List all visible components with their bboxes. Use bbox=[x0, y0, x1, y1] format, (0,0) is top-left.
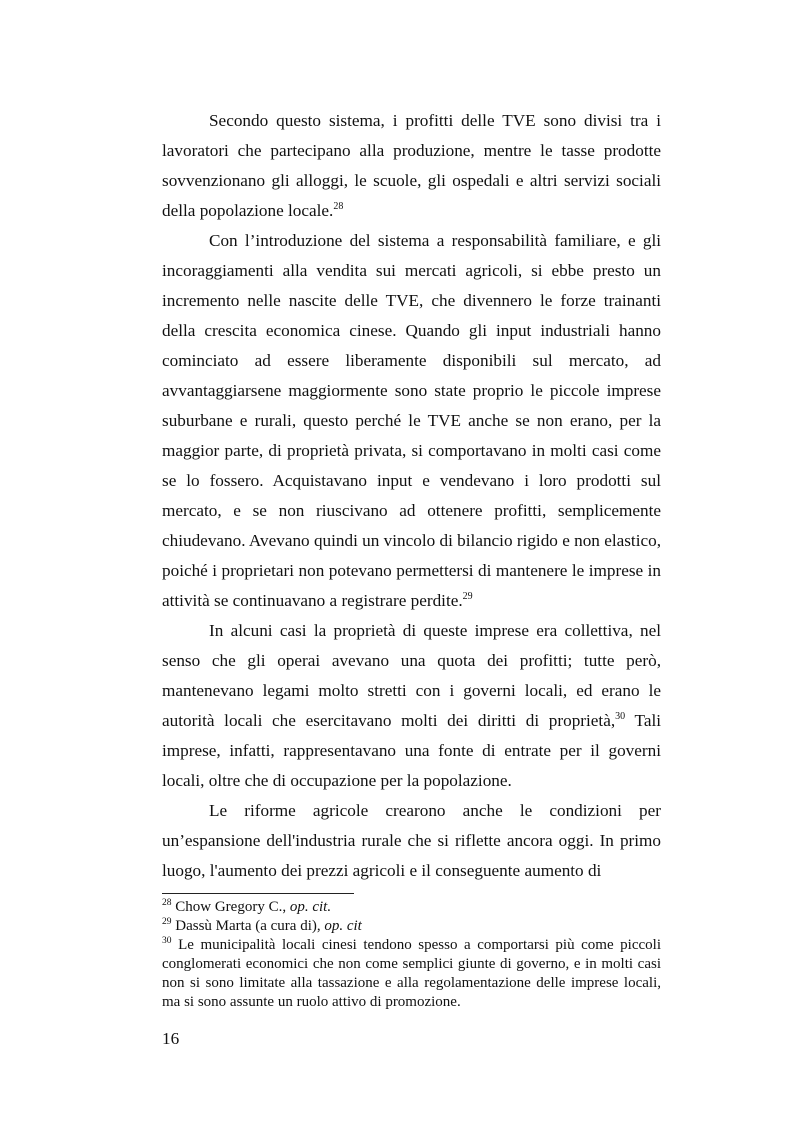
footnote bbox=[162, 917, 661, 936]
footnote-number: 28 bbox=[162, 898, 172, 908]
footnote-ref: 30 bbox=[615, 711, 626, 722]
footnote-text: Chow Gregory C., bbox=[175, 899, 290, 915]
paragraph-text: Le riforme agricole crearono anche le condizioni per un’espansione dell'industria rurale che si riflette ancora oggi. In primo luogo, l'aumento dei prezzi agricoli e il conseguente aumento di bbox=[162, 801, 661, 880]
paragraph-text: In alcuni casi la proprietà di queste imprese era collettiva, nel senso che gli operai avevano una quota dei profitti; tutte però, mantenevano legami molto stretti con i governi locali, ed erano le autorità locali che esercitavano molti dei diritti di proprietà, bbox=[162, 621, 661, 730]
page-number: 16 bbox=[162, 1029, 180, 1048]
footnote-number: 29 bbox=[162, 917, 172, 927]
paragraph bbox=[162, 616, 661, 796]
footnotes bbox=[162, 898, 661, 1012]
footnote-ref: 28 bbox=[333, 201, 344, 212]
paragraph-text: Secondo questo sistema, i profitti delle TVE sono divisi tra i lavoratori che partecipano alla produzione, mentre le tasse prodotte sovvenzionano gli alloggi, le scuole, gli ospedali e altri servizi sociali della popolazione locale. bbox=[162, 111, 661, 220]
footnote-text: Dassù Marta (a cura di), bbox=[175, 918, 325, 934]
footnote-italic: op. cit bbox=[324, 918, 362, 934]
paragraph bbox=[162, 226, 661, 616]
body-text bbox=[162, 106, 661, 886]
footnote bbox=[162, 936, 661, 1012]
footnote-text: Le municipalità locali cinesi tendono spesso a comportarsi più come piccoli conglomerati economici che non come semplici giunte di governo, e in molti casi non si sono limitate alla tassazione e alla regolamentazione delle imprese locali, ma si sono assunte un ruolo attivo di promozione. bbox=[162, 937, 662, 1010]
footnote bbox=[162, 898, 661, 917]
paragraph bbox=[162, 796, 661, 886]
footnote-ref: 29 bbox=[462, 591, 473, 602]
footnote-separator bbox=[162, 893, 354, 894]
paragraph bbox=[162, 106, 661, 226]
footnote-number: 30 bbox=[162, 936, 172, 946]
paragraph-text: Con l’introduzione del sistema a responsabilità familiare, e gli incoraggiamenti alla vendita sui mercati agricoli, si ebbe presto un incremento nelle nascite delle TVE, che divennero le forze trainanti della crescita economica cinese. Quando gli input industriali hanno cominciato ad essere liberamente disponibili sul mercato, ad avvantaggiarsene maggiormente sono state proprio le piccole imprese suburbane e rurali, questo perché le TVE anche se non erano, per la maggior parte, di proprietà privata, si comportavano in molti casi come se lo fossero. Acquistavano input e vendevano i loro prodotti sul mercato, e se non riuscivano ad ottenere profitti, semplicemente chiudevano. Avevano quindi un vincolo di bilancio rigido e non elastico, poiché i proprietari non potevano permettersi di mantenere le imprese in attività se continuavano a registrare perdite. bbox=[162, 231, 661, 610]
footnote-italic: op. cit. bbox=[289, 899, 332, 915]
paragraph-text: Tali imprese, infatti, rappresentavano una fonte di entrate per il governi locali, oltre che di occupazione per la popolazione. bbox=[162, 711, 661, 790]
